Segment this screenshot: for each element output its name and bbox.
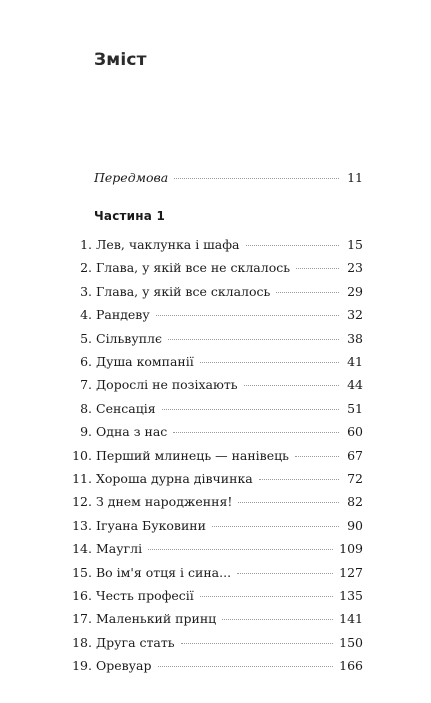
dot-leader (237, 573, 333, 574)
toc-entry-page: 166 (339, 658, 363, 674)
toc-entry-number: 13. (72, 517, 92, 533)
toc-entry-title: Честь професії (96, 588, 194, 603)
dot-leader (295, 456, 339, 457)
toc-entry-number: 5. (80, 330, 92, 346)
toc-entry-page: 127 (339, 564, 363, 580)
toc-entry[interactable] (70, 447, 363, 465)
toc-entry[interactable] (70, 470, 363, 488)
toc-entry[interactable] (70, 540, 363, 558)
toc-entry-page: 141 (339, 611, 363, 627)
toc-entry-title: Мауглі (96, 541, 143, 557)
dot-leader (200, 596, 333, 597)
toc-entry-page: 38 (347, 330, 363, 346)
toc-entry-title: З днем народження! (96, 494, 233, 510)
toc-entry-page: 60 (347, 424, 363, 440)
dot-leader (238, 502, 339, 503)
toc-entry-title: Глава, у якій все склалось (96, 283, 271, 299)
toc-entry-number: 18. (72, 634, 92, 650)
toc-entry-title: Одна з нас (96, 424, 168, 440)
dot-leader (276, 292, 339, 293)
dot-leader (158, 666, 334, 667)
dot-leader (168, 339, 339, 340)
toc-entry-number: 11. (72, 471, 92, 486)
toc-entry-number: 1. (80, 237, 92, 252)
toc-entry-title: Друга стать (96, 634, 175, 650)
dot-leader (156, 315, 339, 316)
toc-entry-number: 8. (80, 400, 92, 416)
toc-entry[interactable] (70, 610, 363, 628)
toc-entry-number: 7. (80, 377, 92, 393)
toc-entry-number: 10. (72, 447, 92, 463)
toc-entry[interactable] (70, 493, 363, 511)
toc-entry-number: 4. (80, 307, 92, 323)
toc-entry-page: 11 (347, 170, 363, 185)
toc-entry[interactable] (70, 353, 363, 371)
toc-entry-page: 67 (347, 447, 363, 463)
toc-entry[interactable] (70, 330, 363, 348)
dot-leader (181, 643, 334, 644)
toc-entry-title: Дорослі не позіхають (96, 377, 238, 393)
toc-entry-number: 14. (72, 541, 92, 557)
part-heading: Частина 1 (94, 209, 165, 223)
toc-entry-page: 23 (347, 260, 363, 276)
toc-entry-page: 135 (339, 588, 363, 603)
toc-entry[interactable] (70, 423, 363, 441)
toc-entry-title: Сенсація (96, 400, 156, 416)
toc-entry-page: 90 (347, 517, 363, 533)
toc-entry-title: Сільвуплє (96, 330, 162, 346)
toc-entry[interactable] (70, 564, 363, 582)
toc-entry-title: Передмова (94, 170, 169, 185)
dot-leader (259, 479, 339, 480)
toc-entry-title: Душа компанії (96, 354, 194, 369)
toc-entry-number: 16. (72, 588, 92, 603)
toc-entry-page: 44 (347, 377, 363, 393)
dot-leader (162, 409, 339, 410)
toc-entry[interactable] (70, 634, 363, 652)
toc-entry-preface[interactable] (94, 169, 363, 187)
toc-entry-number: 2. (80, 260, 92, 276)
toc-entry[interactable] (70, 376, 363, 394)
toc-entry-page: 150 (339, 634, 363, 650)
toc-entry-page: 82 (347, 494, 363, 510)
dot-leader (244, 385, 339, 386)
dot-leader (222, 619, 333, 620)
dot-leader (148, 549, 333, 550)
toc-entry-page: 51 (347, 400, 363, 416)
dot-leader (200, 362, 339, 363)
toc-entry-title: Во ім'я отця і сина... (96, 564, 232, 580)
dot-leader (174, 178, 339, 179)
dot-leader (212, 526, 339, 527)
dot-leader (246, 245, 340, 246)
toc-entry-title: Глава, у якій все не склалось (96, 260, 291, 276)
toc-entry[interactable] (70, 306, 363, 324)
toc-entry-page: 29 (347, 283, 363, 299)
toc-entry-number: 6. (80, 354, 92, 369)
toc-entry-title: Рандеву (96, 307, 150, 323)
toc-entry-page: 109 (339, 541, 363, 557)
toc-entry-title: Ігуана Буковини (96, 517, 206, 533)
dot-leader (296, 268, 339, 269)
toc-entry-number: 19. (72, 658, 92, 674)
page-title: Зміст (94, 50, 147, 70)
toc-entry[interactable] (70, 517, 363, 535)
toc-entry-title: Перший млинець — нанівець (96, 447, 289, 463)
toc-entry-page: 72 (347, 471, 363, 486)
toc-entry-page: 32 (347, 307, 363, 323)
toc-entry-number: 3. (80, 283, 92, 299)
toc-entry-number: 12. (72, 494, 92, 510)
toc-entry[interactable] (70, 587, 363, 605)
toc-entry-page: 15 (347, 237, 363, 252)
toc-entry-title: Хороша дурна дівчинка (96, 471, 253, 486)
toc-entry[interactable] (70, 236, 363, 254)
toc-entry-title: Лев, чаклунка і шафа (96, 237, 240, 252)
toc-entry[interactable] (70, 400, 363, 418)
toc-entry-page: 41 (347, 354, 363, 369)
dot-leader (173, 432, 339, 433)
toc-entry-number: 17. (72, 611, 92, 627)
toc-entry[interactable] (70, 657, 363, 675)
toc-entry[interactable] (70, 283, 363, 301)
toc-entry[interactable] (70, 259, 363, 277)
toc-entry-title: Маленький принц (96, 611, 217, 627)
toc-entry-number: 15. (72, 564, 92, 580)
toc-entry-number: 9. (80, 424, 92, 440)
toc-entry-title: Оревуар (96, 658, 152, 674)
